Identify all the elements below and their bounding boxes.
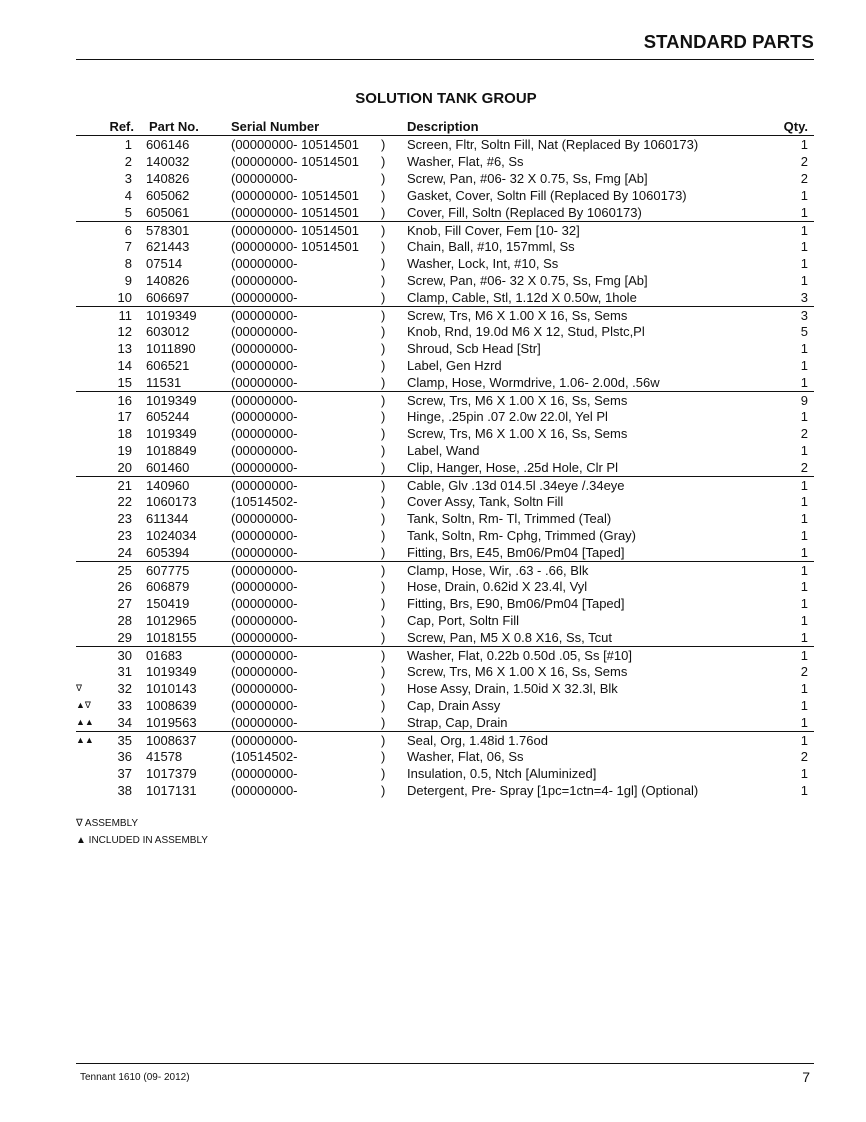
part-number: 140826 (146, 171, 190, 186)
ref-number: 4 (124, 188, 132, 203)
row-marker: ∇ (76, 683, 83, 693)
serial-close: ) (381, 426, 386, 441)
part-number: 1017379 (146, 766, 197, 781)
serial-close: ) (381, 494, 386, 509)
quantity: 2 (800, 171, 808, 186)
serial-close: ) (381, 579, 386, 594)
serial-number: (00000000- (231, 613, 298, 628)
column-header-ref: Ref. (109, 119, 134, 134)
part-number: 1019563 (146, 715, 197, 730)
part-number: 601460 (146, 460, 190, 475)
part-number: 1019349 (146, 308, 197, 323)
serial-close: ) (381, 239, 386, 254)
description: Strap, Cap, Drain (407, 715, 508, 730)
table-row (76, 306, 814, 323)
part-number: 1010143 (146, 681, 197, 696)
serial-close: ) (381, 358, 386, 373)
ref-number: 35 (117, 733, 132, 748)
header-title: STANDARD PARTS (643, 31, 814, 52)
description: Screw, Pan, M5 X 0.8 X16, Ss, Tcut (407, 630, 612, 645)
description: Screw, Pan, #06- 32 X 0.75, Ss, Fmg [Ab] (407, 171, 648, 186)
serial-number: (00000000- (231, 783, 298, 798)
table-header (76, 118, 814, 136)
parts-table (76, 118, 814, 799)
ref-number: 10 (117, 290, 132, 305)
description: Cable, Glv .13d 014.5l .34eye /.34eye (407, 478, 625, 493)
description: Chain, Ball, #10, 157mml, Ss (407, 239, 575, 254)
serial-number: (00000000- (231, 478, 298, 493)
serial-number: (00000000- (231, 733, 298, 748)
table-row (76, 221, 814, 238)
ref-number: 29 (117, 630, 132, 645)
serial-number: (00000000- (231, 681, 298, 696)
table-row (76, 561, 814, 578)
ref-number: 36 (117, 749, 132, 764)
description: Screw, Trs, M6 X 1.00 X 16, Ss, Sems (407, 393, 628, 408)
quantity: 3 (800, 290, 808, 305)
serial-number: (00000000- (231, 664, 298, 679)
description: Hose, Drain, 0.62id X 23.4l, Vyl (407, 579, 588, 594)
description: Seal, Org, 1.48id 1.76od (407, 733, 548, 748)
description: Screen, Fltr, Soltn Fill, Nat (Replaced By 1060173) (407, 137, 699, 152)
ref-number: 23 (117, 528, 132, 543)
part-number: 606697 (146, 290, 190, 305)
description: Washer, Flat, #6, Ss (407, 154, 524, 169)
ref-number: 22 (117, 494, 132, 509)
ref-number: 3 (124, 171, 132, 186)
serial-number: (00000000- (231, 460, 298, 475)
serial-close: ) (381, 409, 386, 424)
serial-close: ) (381, 715, 386, 730)
table-row (76, 493, 814, 510)
table-row (76, 612, 814, 629)
table-row (76, 680, 814, 697)
quantity: 1 (800, 358, 808, 373)
description: Cover, Fill, Soltn (Replaced By 1060173) (407, 205, 642, 220)
serial-number: (00000000- 10514501 (231, 205, 359, 220)
quantity: 1 (800, 528, 808, 543)
description: Screw, Pan, #06- 32 X 0.75, Ss, Fmg [Ab] (407, 273, 648, 288)
serial-close: ) (381, 256, 386, 271)
ref-number: 1 (124, 137, 132, 152)
table-row (76, 731, 814, 748)
serial-number: (00000000- (231, 563, 298, 578)
ref-number: 28 (117, 613, 132, 628)
table-row (76, 153, 814, 170)
part-number: 605061 (146, 205, 190, 220)
serial-close: ) (381, 664, 386, 679)
serial-number: (00000000- (231, 308, 298, 323)
table-row (76, 544, 814, 561)
serial-close: ) (381, 443, 386, 458)
quantity: 1 (800, 783, 808, 798)
table-row (76, 527, 814, 544)
serial-number: (00000000- (231, 579, 298, 594)
part-number: 140032 (146, 154, 190, 169)
description: Detergent, Pre- Spray [1pc=1ctn=4- 1gl] (Optional) (407, 783, 699, 798)
serial-number: (00000000- (231, 766, 298, 781)
description: Gasket, Cover, Soltn Fill (Replaced By 1060173) (407, 188, 687, 203)
table-row (76, 578, 814, 595)
ref-number: 16 (117, 393, 132, 408)
quantity: 1 (800, 409, 808, 424)
ref-number: 37 (117, 766, 132, 781)
quantity: 1 (800, 494, 808, 509)
quantity: 1 (800, 205, 808, 220)
table-row (76, 646, 814, 663)
serial-number: (00000000- 10514501 (231, 239, 359, 254)
table-row (76, 476, 814, 493)
serial-number: (00000000- (231, 324, 298, 339)
table-row (76, 510, 814, 527)
description: Shroud, Scb Head [Str] (407, 341, 541, 356)
table-row (76, 238, 814, 255)
ref-number: 34 (117, 715, 132, 730)
description: Clamp, Hose, Wormdrive, 1.06- 2.00d, .56w (407, 375, 660, 390)
part-number: 606879 (146, 579, 190, 594)
table-row (76, 748, 814, 765)
quantity: 1 (800, 766, 808, 781)
serial-number: (00000000- (231, 545, 298, 560)
part-number: 578301 (146, 223, 190, 238)
part-number: 1017131 (146, 783, 197, 798)
ref-number: 13 (117, 341, 132, 356)
table-row (76, 595, 814, 612)
table-row (76, 255, 814, 272)
part-number: 605244 (146, 409, 190, 424)
row-marker: ▲▲ (76, 717, 94, 727)
quantity: 1 (800, 223, 808, 238)
table-row (76, 408, 814, 425)
serial-close: ) (381, 324, 386, 339)
quantity: 5 (800, 324, 808, 339)
part-number: 1011890 (146, 341, 196, 356)
quantity: 1 (800, 698, 808, 713)
footer-rule (76, 1063, 814, 1064)
ref-number: 11 (118, 308, 132, 323)
serial-close: ) (381, 563, 386, 578)
description: Tank, Soltn, Rm- Tl, Trimmed (Teal) (407, 511, 612, 526)
description: Label, Gen Hzrd (407, 358, 502, 373)
serial-close: ) (381, 460, 386, 475)
serial-close: ) (381, 188, 386, 203)
description: Tank, Soltn, Rm- Cphg, Trimmed (Gray) (407, 528, 636, 543)
table-row (76, 629, 814, 646)
part-number: 150419 (146, 596, 190, 611)
serial-close: ) (381, 511, 386, 526)
table-row (76, 714, 814, 731)
quantity: 1 (800, 648, 808, 663)
serial-close: ) (381, 733, 386, 748)
ref-number: 30 (117, 648, 132, 663)
serial-close: ) (381, 171, 386, 186)
quantity: 1 (800, 239, 808, 254)
footer-document-id: Tennant 1610 (09- 2012) (80, 1072, 190, 1083)
serial-close: ) (381, 154, 386, 169)
serial-number: (00000000- (231, 171, 298, 186)
part-number: 1008637 (146, 733, 197, 748)
part-number: 01683 (146, 648, 183, 663)
description: Screw, Trs, M6 X 1.00 X 16, Ss, Sems (407, 308, 628, 323)
table-row (76, 374, 814, 391)
quantity: 1 (800, 715, 808, 730)
row-marker: ▲▲ (76, 735, 94, 745)
legend-assembly: ∇ ASSEMBLY (76, 818, 139, 829)
serial-close: ) (381, 749, 386, 764)
ref-number: 24 (117, 545, 132, 560)
serial-number: (00000000- (231, 341, 298, 356)
description: Washer, Lock, Int, #10, Ss (407, 256, 559, 271)
quantity: 1 (800, 256, 808, 271)
serial-close: ) (381, 341, 386, 356)
quantity: 1 (800, 478, 808, 493)
quantity: 2 (800, 664, 808, 679)
table-row (76, 782, 814, 799)
legend-included: ▲ INCLUDED IN ASSEMBLY (76, 835, 208, 846)
serial-close: ) (381, 648, 386, 663)
serial-number: (00000000- (231, 426, 298, 441)
quantity: 1 (800, 681, 808, 696)
serial-number: (00000000- 10514501 (231, 137, 359, 152)
serial-close: ) (381, 290, 386, 305)
part-number: 607775 (146, 563, 190, 578)
part-number: 605062 (146, 188, 190, 203)
part-number: 1012965 (146, 613, 197, 628)
quantity: 1 (800, 341, 808, 356)
serial-close: ) (381, 630, 386, 645)
part-number: 1018849 (146, 443, 197, 458)
description: Fitting, Brs, E90, Bm06/Pm04 [Taped] (407, 596, 625, 611)
quantity: 1 (800, 613, 808, 628)
serial-number: (00000000- (231, 393, 298, 408)
serial-close: ) (381, 783, 386, 798)
serial-number: (00000000- (231, 290, 298, 305)
quantity: 1 (800, 443, 808, 458)
description: Clip, Hanger, Hose, .25d Hole, Clr Pl (407, 460, 618, 475)
quantity: 1 (800, 273, 808, 288)
description: Hinge, .25pin .07 2.0w 22.0l, Yel Pl (407, 409, 608, 424)
description: Insulation, 0.5, Ntch [Aluminized] (407, 766, 597, 781)
ref-number: 2 (124, 154, 132, 169)
quantity: 1 (800, 375, 808, 390)
table-row (76, 187, 814, 204)
serial-number: (00000000- (231, 409, 298, 424)
table-row (76, 136, 814, 153)
description: Knob, Rnd, 19.0d M6 X 12, Stud, Plstc,Pl (407, 324, 645, 339)
serial-close: ) (381, 596, 386, 611)
ref-number: 8 (124, 256, 132, 271)
serial-number: (00000000- 10514501 (231, 154, 359, 169)
description: Clamp, Cable, Stl, 1.12d X 0.50w, 1hole (407, 290, 637, 305)
serial-close: ) (381, 698, 386, 713)
ref-number: 14 (117, 358, 132, 373)
table-row (76, 272, 814, 289)
part-number: 1019349 (146, 426, 197, 441)
ref-number: 25 (117, 563, 132, 578)
serial-close: ) (381, 478, 386, 493)
column-header-serial: Serial Number (231, 119, 320, 134)
serial-close: ) (381, 528, 386, 543)
table-row (76, 697, 814, 714)
footer-page-number: 7 (802, 1069, 810, 1085)
serial-number: (00000000- (231, 528, 298, 543)
table-row (76, 289, 814, 306)
part-number: 603012 (146, 324, 190, 339)
serial-close: ) (381, 766, 386, 781)
group-title: SOLUTION TANK GROUP (355, 90, 537, 107)
description: Knob, Fill Cover, Fem [10- 32] (407, 223, 580, 238)
ref-number: 5 (124, 205, 132, 220)
ref-number: 17 (117, 409, 132, 424)
ref-number: 19 (117, 443, 132, 458)
description: Cap, Drain Assy (407, 698, 501, 713)
quantity: 1 (800, 630, 808, 645)
serial-number: (00000000- (231, 630, 298, 645)
table-row (76, 663, 814, 680)
serial-number: (10514502- (231, 749, 298, 764)
quantity: 1 (800, 188, 808, 203)
serial-number: (00000000- (231, 358, 298, 373)
ref-number: 31 (117, 664, 132, 679)
table-row (76, 340, 814, 357)
ref-number: 33 (117, 698, 132, 713)
part-number: 1024034 (146, 528, 197, 543)
part-number: 1019349 (146, 393, 197, 408)
serial-number: (00000000- (231, 443, 298, 458)
serial-close: ) (381, 545, 386, 560)
table-row (76, 170, 814, 187)
column-header-qty: Qty. (783, 119, 808, 134)
quantity: 1 (800, 545, 808, 560)
table-row (76, 442, 814, 459)
description: Screw, Trs, M6 X 1.00 X 16, Ss, Sems (407, 664, 628, 679)
serial-close: ) (381, 137, 386, 152)
part-number: 1018155 (146, 630, 197, 645)
quantity: 2 (800, 460, 808, 475)
ref-number: 23 (117, 511, 132, 526)
ref-number: 21 (117, 478, 132, 493)
quantity: 2 (800, 154, 808, 169)
table-row (76, 391, 814, 408)
quantity: 1 (800, 596, 808, 611)
serial-close: ) (381, 375, 386, 390)
serial-number: (00000000- (231, 648, 298, 663)
description: Fitting, Brs, E45, Bm06/Pm04 [Taped] (407, 545, 625, 560)
table-row (76, 765, 814, 782)
ref-number: 7 (124, 239, 132, 254)
part-number: 605394 (146, 545, 190, 560)
serial-number: (00000000- (231, 273, 298, 288)
description: Label, Wand (407, 443, 480, 458)
ref-number: 38 (117, 783, 132, 798)
serial-close: ) (381, 681, 386, 696)
quantity: 1 (800, 579, 808, 594)
description: Hose Assy, Drain, 1.50id X 32.3l, Blk (407, 681, 618, 696)
ref-number: 6 (124, 223, 132, 238)
description: Washer, Flat, 06, Ss (407, 749, 524, 764)
description: Screw, Trs, M6 X 1.00 X 16, Ss, Sems (407, 426, 628, 441)
part-number: 1008639 (146, 698, 197, 713)
part-number: 606146 (146, 137, 190, 152)
ref-number: 27 (117, 596, 132, 611)
part-number: 1060173 (146, 494, 197, 509)
serial-close: ) (381, 273, 386, 288)
part-number: 611344 (146, 511, 189, 526)
part-number: 1019349 (146, 664, 197, 679)
ref-number: 12 (117, 324, 132, 339)
ref-number: 18 (117, 426, 132, 441)
ref-number: 32 (117, 681, 132, 696)
serial-close: ) (381, 393, 386, 408)
table-row (76, 204, 814, 221)
quantity: 1 (800, 563, 808, 578)
part-number: 41578 (146, 749, 183, 764)
table-row (76, 357, 814, 374)
column-header-description: Description (407, 119, 479, 134)
part-number: 606521 (146, 358, 190, 373)
table-row (76, 459, 814, 476)
table-row (76, 323, 814, 340)
description: Cover Assy, Tank, Soltn Fill (407, 494, 564, 509)
row-marker: ▲∇ (76, 700, 91, 710)
serial-number: (00000000- (231, 256, 298, 271)
serial-number: (00000000- (231, 698, 298, 713)
serial-number: (10514502- (231, 494, 298, 509)
part-number: 140826 (146, 273, 190, 288)
description: Cap, Port, Soltn Fill (407, 613, 519, 628)
serial-number: (00000000- 10514501 (231, 223, 359, 238)
serial-close: ) (381, 205, 386, 220)
quantity: 1 (800, 137, 808, 152)
part-number: 07514 (146, 256, 183, 271)
part-number: 621443 (146, 239, 190, 254)
ref-number: 20 (117, 460, 132, 475)
serial-close: ) (381, 613, 386, 628)
serial-number: (00000000- (231, 375, 298, 390)
serial-close: ) (381, 308, 386, 323)
part-number: 140960 (146, 478, 190, 493)
part-number: 11531 (146, 375, 182, 390)
quantity: 9 (800, 393, 808, 408)
column-header-part-no: Part No. (149, 119, 199, 134)
serial-number: (00000000- 10514501 (231, 188, 359, 203)
serial-number: (00000000- (231, 511, 298, 526)
serial-number: (00000000- (231, 596, 298, 611)
ref-number: 26 (117, 579, 132, 594)
quantity: 1 (800, 733, 808, 748)
serial-number: (00000000- (231, 715, 298, 730)
quantity: 1 (800, 511, 808, 526)
quantity: 3 (800, 308, 808, 323)
quantity: 2 (800, 749, 808, 764)
description: Clamp, Hose, Wir, .63 - .66, Blk (407, 563, 589, 578)
quantity: 2 (800, 426, 808, 441)
description: Washer, Flat, 0.22b 0.50d .05, Ss [#10] (407, 648, 632, 663)
serial-close: ) (381, 223, 386, 238)
ref-number: 9 (124, 273, 132, 288)
ref-number: 15 (117, 375, 132, 390)
header-rule (76, 59, 814, 60)
table-row (76, 425, 814, 442)
